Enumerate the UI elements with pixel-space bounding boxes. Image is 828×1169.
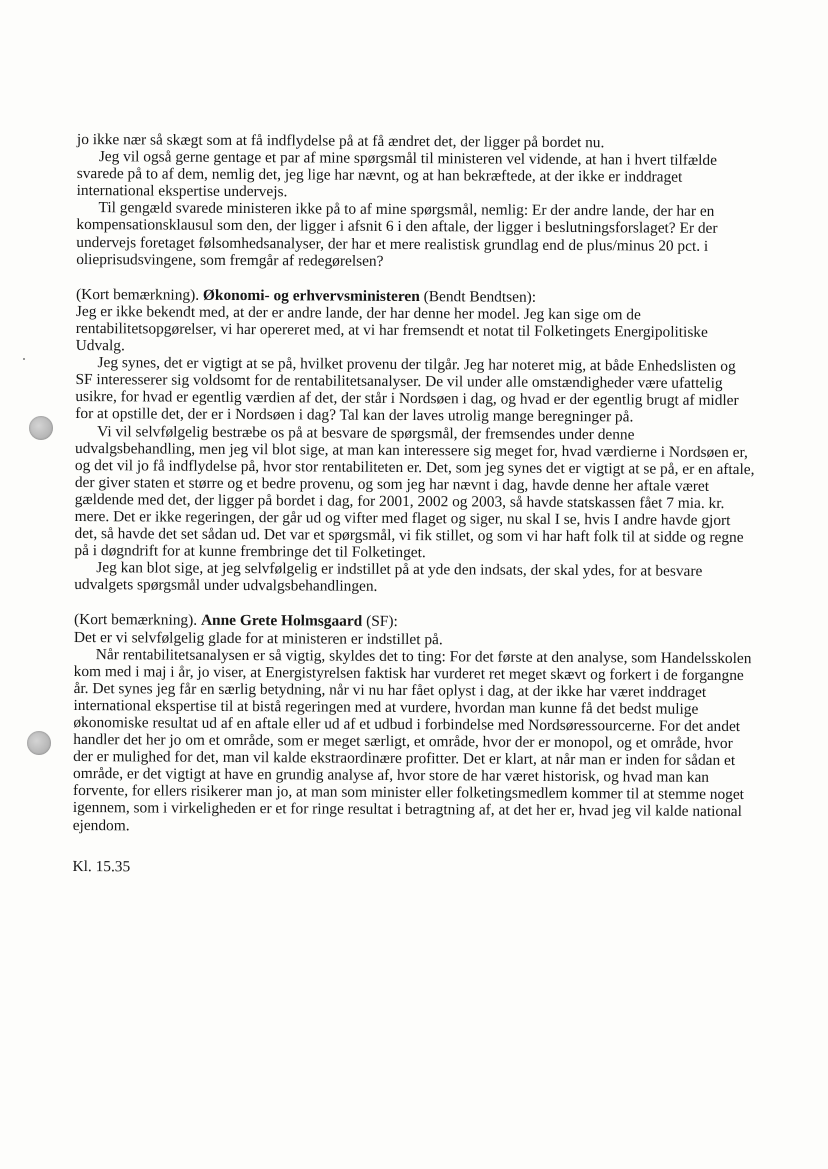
speaker-role: (Bendt Bendtsen): [419, 287, 537, 306]
scan-speck [23, 358, 25, 360]
paragraph: Jeg kan blot sige, at jeg selvfølgelig er indstillet på at yde den indsats, der skal ydes, for at besvare udvalgets spørgsmål under udvalgsbehandlingen. [74, 559, 703, 596]
paragraph: Jeg synes, det er vigtigt at se på, hvilket provenu der tilgår. Jeg har noteret mig, at både Enhedslisten og SF interesserer sig voldsomt for de rentabilitetsanalyser. De vil under alle omstændigheder være ufattelig usikre, for hvad er egentlig værdien af det, der står i Nordsøen i dag, og hvad er der egentlig brugt af midler for at opstille det, der er i Nordsøen i dag? Tal kan der laves utrolig mange beregninger på. [75, 354, 739, 426]
speaker-role: (SF): [362, 613, 398, 631]
paragraph: Det er vi selvfølgelig glade for at ministeren er indstillet på. [73, 628, 443, 648]
paragraph: Til gengæld svarede ministeren ikke på to af mine spørgsmål, nemlig: Er der andre lande, der har en kompensationsklausul som den, der ligger i afsnit 6 i den aftale, der ligger i beslutningsforslaget? Er der undervejs foretaget følsomhedsanalyser, der har et mere realistisk grundlag end de plus/minus 20 pct. i olieprisudsvingene, som fremgår af redegørelsen? [76, 199, 718, 270]
paragraph: Jeg er ikke bekendt med, at der er andre lande, der har denne her model. Jeg kan sige om de rentabilitetsopgørelser, vi har opereret med, at vi har fremsendt et notat til Folketingets Energipolitiske Udvalg. [75, 302, 708, 355]
paragraph: Vi vil selvfølgelig bestræbe os på at besvare de spørgsmål, der fremsendes under denne udvalgsbehandling, men jeg vil blot sige, at man kan interessere sig meget for, hvad værdierne i Nordsøen er, og det vil jo få indflydelse på, hvor stor rentabiliteten er. Det, som jeg synes det er vigtigt at se på, er en aftale, der giver staten et større og et bedre provenu, og som jeg har nævnt i dag, havde denne her aftale været gældende med det, der ligger på bordet i dag, for 2001, 2002 og 2003, så havde statskassen fået 7 mia. kr. mere. Det er ikke regeringen, der går ud og vifter med flaget og siger, nu skal I se, hvis I andre havde gjort det, så havde det set sådan ud. Det var et spørgsmål, vi fik stillet, og som vi har haft folk til at sidde og regne på i døgndrift for at kunne frembringe det til Folketinget. [74, 422, 755, 562]
punch-hole-lower [27, 731, 51, 755]
paragraph: jo ikke nær så skægt som at få indflydelse på at få ændret det, der ligger på bordet nu. [76, 131, 605, 152]
speaker-name: Økonomi- og erhvervsministeren [202, 286, 420, 305]
speaker-prefix: (Kort bemærkning). [75, 285, 204, 304]
paragraph-gap [73, 834, 753, 856]
paragraph: Jeg vil også gerne gentage et par af mine spørgsmål til ministeren vel vidende, at han i hvert tilfælde svarede på to af dem, nemlig det, jeg lige har nævnt, og at han bekræftede, at der ikke er inddraget international ekspertise undervejs. [76, 148, 718, 201]
document-body [72, 131, 757, 879]
punch-hole-upper [29, 416, 53, 440]
speaker-prefix: (Kort bemærkning). [73, 611, 202, 630]
paragraph: Når rentabilitetsanalysen er så vigtig, skyldes det to ting: For det første at den analyse, som Handelsskolen kom med i maj i år, jo viser, at Energistyrelsen faktisk har vurderet ret meget skævt og forkert i de forgangne år. Det synes jeg får en særlig betydning, når vi nu har fået oplyst i dag, at der ikke har været inddraget international ekspertise til at bistå regeringen med at vurdere, hvordan man kunne få det bedst mulige økonomiske resultat ud af en aftale eller ud af et udbud i forbindelse med Nordsøressourcerne. For det andet handler det her jo om et område, som er meget særligt, et område, hvor der er monopol, og et område, hvor der er mulighed for det, man vil kalde ekstraordinære profitter. Det er klart, at når man er inden for sådan et område, er det vigtigt at have en grundig analyse af, hvor store de har været historisk, og hvad man kan forvente, for ellers risikerer man jo, at man som minister eller folketingsmedlem kommer til at stemme noget igennem, som i virkeligheden er et for ringe resultat i betragtning af, at det her er, hvad jeg vil kalde national ejendom. [72, 645, 752, 834]
time-stamp: Kl. 15.35 [72, 857, 131, 875]
speaker-name: Anne Grete Holmsgaard [200, 612, 363, 631]
